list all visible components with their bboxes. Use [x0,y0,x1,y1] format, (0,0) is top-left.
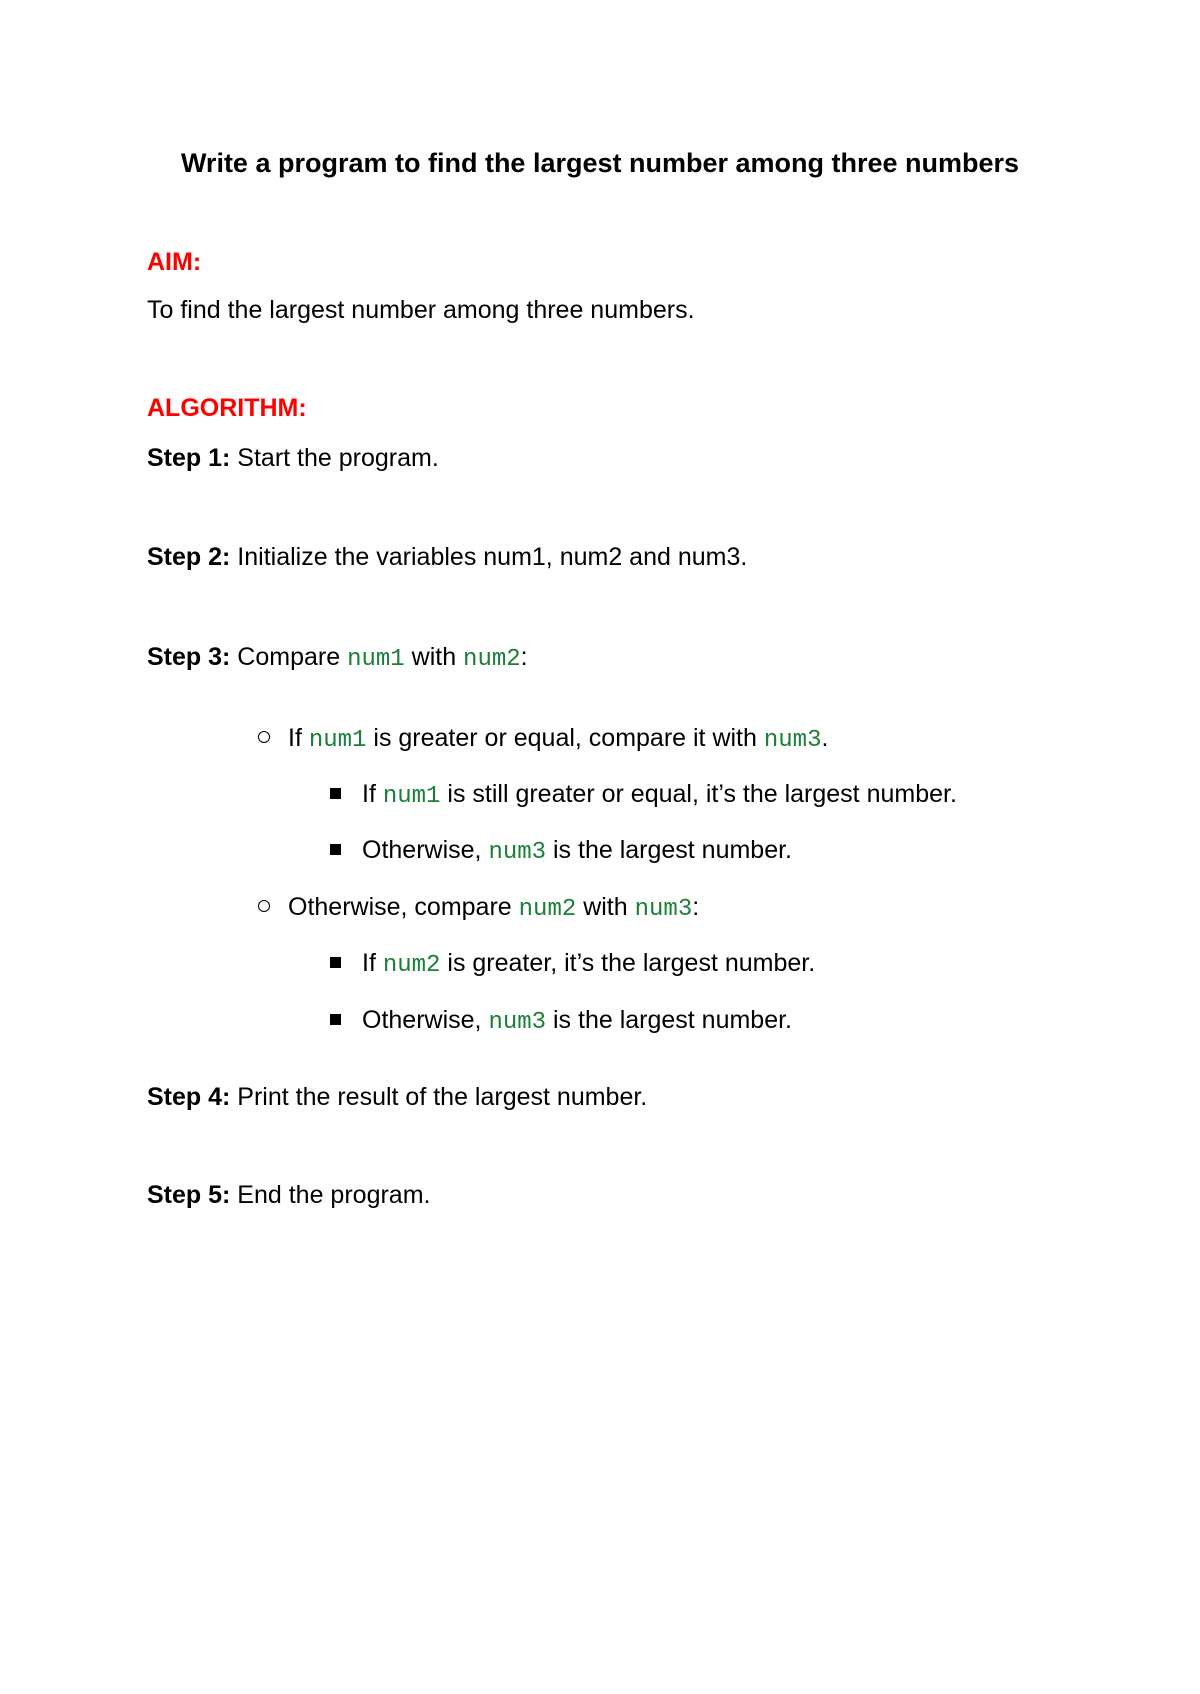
list-item-text: is still greater or equal, it’s the largest number. [440,780,957,808]
hollow-circle-bullet-icon [258,731,270,743]
step-3-text: Compare [230,643,348,671]
step-2-label: Step 2: [147,543,231,571]
variable-num3: num3 [488,839,547,866]
step-3-text: : [520,643,528,671]
step-4 [147,1081,647,1113]
variable-num1: num1 [308,727,367,754]
list-item-text: is greater or equal, compare it with [366,724,764,752]
variable-num3: num3 [634,896,693,923]
list-item-text: . [821,724,829,752]
step-1 [147,442,439,474]
square-bullet-icon [330,788,341,799]
step-4-text: Print the result of the largest number. [230,1083,648,1111]
list-item-text: Otherwise, compare [288,893,519,921]
variable-num3: num3 [488,1009,547,1036]
step-3-text: with [404,643,464,671]
step-5 [147,1179,430,1211]
square-bullet-icon [330,957,341,968]
list-item-text: is the largest number. [546,836,793,864]
list-item [330,778,957,813]
step-5-label: Step 5: [147,1181,231,1209]
variable-num1: num1 [347,646,405,673]
algorithm-heading: ALGORITHM: [147,394,307,422]
step-3 [147,641,528,676]
list-item-text: Otherwise, [362,836,489,864]
step-5-text: End the program. [230,1181,431,1209]
list-item [330,834,792,869]
square-bullet-icon [330,1014,341,1025]
list-item [330,1004,792,1039]
variable-num2: num2 [463,646,521,673]
variable-num2: num2 [518,896,577,923]
list-item [258,891,699,926]
step-1-label: Step 1: [147,444,231,472]
variable-num2: num2 [382,952,441,979]
list-item-text: If [362,780,383,808]
variable-num3: num3 [763,727,822,754]
step-2-text: Initialize the variables num1, num2 and num3. [230,543,748,571]
variable-num1: num1 [382,783,441,810]
step-4-label: Step 4: [147,1083,231,1111]
step-1-text: Start the program. [230,444,439,472]
page-title: Write a program to find the largest number among three numbers [180,148,1020,178]
list-item-text: : [692,893,700,921]
list-item-text: If [288,724,309,752]
list-item [330,947,815,982]
list-item-text: with [576,893,635,921]
step-3-label: Step 3: [147,643,231,671]
aim-heading: AIM: [147,248,202,276]
square-bullet-icon [330,844,341,855]
list-item-text: Otherwise, [362,1006,489,1034]
aim-text: To find the largest number among three numbers. [147,296,695,324]
list-item-text: If [362,949,383,977]
list-item-text: is the largest number. [546,1006,793,1034]
list-item [258,722,828,757]
list-item-text: is greater, it’s the largest number. [440,949,816,977]
step-2 [147,541,747,573]
hollow-circle-bullet-icon [258,900,270,912]
